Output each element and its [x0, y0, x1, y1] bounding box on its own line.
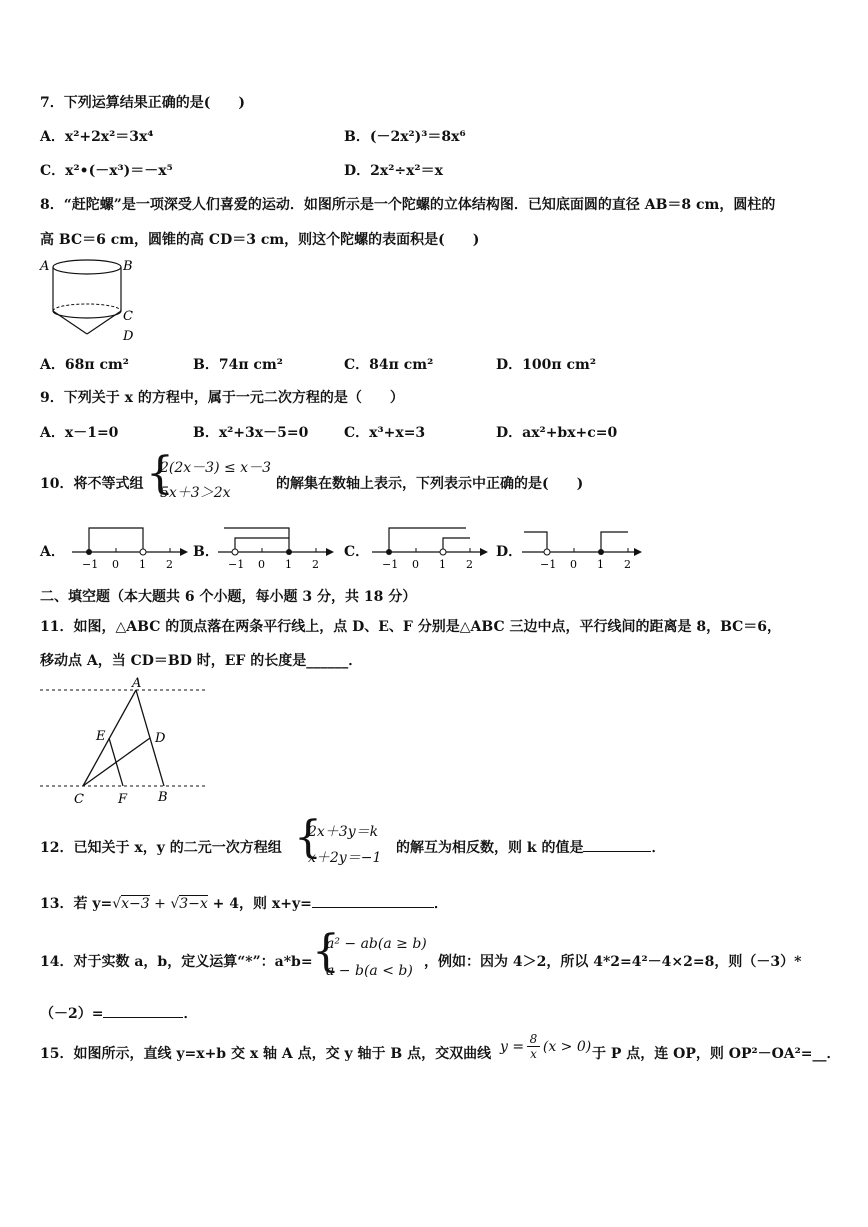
svg-text:1: 1 — [285, 558, 292, 571]
q10-option-a-label: A． — [40, 544, 65, 560]
q15-hyperbola-formula: y = $\frac{8}{x}$ (x > 0) — [500, 1032, 592, 1061]
q10-numberline-b — [216, 520, 336, 572]
fig-label-e: E — [96, 729, 106, 744]
q13-radicand-1: x−3 — [121, 896, 150, 912]
fig-label-c: C — [123, 309, 133, 324]
fig-label-f: F — [118, 792, 128, 807]
q9-option-a: A．x－1=0 — [40, 425, 119, 441]
triangle-parallel-lines-figure — [36, 674, 216, 810]
spinning-top-figure — [36, 254, 146, 346]
q8-stem-line2: 高 BC＝6 cm，圆锥的高 CD＝3 cm，则这个陀螺的表面积是( ) — [40, 232, 480, 248]
q7-option-a: A．x²+2x²＝3x⁴ — [40, 129, 154, 145]
q7-option-b: B．(－2x²)³＝8x⁶ — [344, 129, 466, 145]
fig-label-a: A — [40, 259, 50, 274]
q9-option-c: C．x³+x=3 — [344, 425, 426, 441]
q14-case-1: a² − ab(a ≥ b) — [326, 936, 427, 952]
q13-line: 13．若 y=√x−3 + √3−x + 4，则 x+y= ． — [40, 893, 448, 913]
q10-inequality-2: 5x＋3＞2x — [160, 485, 231, 501]
svg-text:1: 1 — [139, 558, 146, 571]
q12-suffix: 的解互为相反数，则 k 的值是 ． — [396, 837, 665, 857]
q15-suffix: 于 P 点，连 OP，则 OP²－OA²=__． — [592, 1046, 841, 1062]
svg-text:0: 0 — [570, 558, 577, 571]
q10-option-d-label: D． — [496, 544, 523, 560]
q8-option-b: B．74π cm² — [193, 357, 283, 373]
q11-stem-line2: 移动点 A，当 CD＝BD 时，EF 的长度是______． — [40, 653, 363, 669]
q12-system-brace: { — [294, 812, 322, 863]
svg-text:1: 1 — [597, 558, 604, 571]
q10-option-b-label: B． — [193, 544, 219, 560]
q10-numberline-d — [520, 520, 645, 572]
svg-text:−1: −1 — [228, 558, 245, 571]
fig-label-d: D — [155, 731, 166, 746]
q10-numberline-c — [370, 520, 490, 572]
fig-label-a: A — [132, 676, 142, 691]
q13-radicand-2: 3−x — [179, 896, 208, 912]
q14-suffix: ，例如：因为 4＞2，所以 4*2=4²－4×2=8，则（－3）* — [424, 954, 802, 970]
q14-answer-blank[interactable] — [103, 1003, 183, 1018]
q9-stem: 9．下列关于 x 的方程中，属于一元二次方程的是（ ） — [40, 390, 404, 406]
q9-option-b: B．x²+3x－5=0 — [193, 425, 309, 441]
q14-case-2: a − b(a < b) — [326, 963, 413, 979]
q12-equation-1: 2x＋3y＝k — [308, 824, 379, 840]
q12-equation-2: x＋2y＝−1 — [308, 850, 382, 866]
q11-stem-line1: 11．如图，△ABC 的顶点落在两条平行线上，点 D、E、F 分别是△ABC 三边中点，平行线间的距离是 8，BC＝6， — [40, 619, 782, 635]
q8-option-d: D．100π cm² — [496, 357, 596, 373]
q12-prefix: 12．已知关于 x，y 的二元一次方程组 — [40, 840, 282, 856]
q7-option-c: C．x²•(－x³)＝－x⁵ — [40, 163, 173, 179]
q13-answer-blank[interactable] — [312, 893, 434, 908]
section-2-heading: 二、填空题（本大题共 6 个小题，每小题 3 分，共 18 分） — [40, 589, 417, 605]
svg-text:−1: −1 — [82, 558, 99, 571]
svg-text:2: 2 — [466, 558, 473, 571]
svg-text:2: 2 — [166, 558, 173, 571]
fig-label-b: B — [123, 259, 133, 274]
q12-answer-blank[interactable] — [583, 837, 651, 852]
svg-text:2: 2 — [312, 558, 319, 571]
q10-system-brace: { — [146, 448, 174, 499]
q8-option-c: C．84π cm² — [344, 357, 434, 373]
svg-text:0: 0 — [258, 558, 265, 571]
svg-text:0: 0 — [412, 558, 419, 571]
q8-option-a: A．68π cm² — [40, 357, 129, 373]
q14-line2: （－2）= ． — [40, 1003, 197, 1023]
svg-text:1: 1 — [439, 558, 446, 571]
q8-stem-line1: 8．“赶陀螺”是一项深受人们喜爱的运动．如图所示是一个陀螺的立体结构图．已知底面圆的直径 AB＝8 cm，圆柱的 — [40, 197, 776, 213]
q9-option-d: D．ax²+bx+c=0 — [496, 425, 618, 441]
svg-text:−1: −1 — [382, 558, 399, 571]
q14-system-brace: { — [312, 926, 340, 977]
q10-numberline-a — [70, 520, 190, 572]
svg-text:0: 0 — [112, 558, 119, 571]
q10-option-c-label: C． — [344, 544, 370, 560]
q7-option-d: D．2x²÷x²＝x — [344, 163, 443, 179]
svg-text:2: 2 — [624, 558, 631, 571]
q10-prefix: 10．将不等式组 — [40, 476, 144, 492]
q10-inequality-1: 2(2x－3) ≤ x－3 — [160, 460, 271, 476]
svg-text:−1: −1 — [540, 558, 557, 571]
fig-label-c: C — [74, 792, 84, 807]
fig-label-b: B — [158, 790, 168, 805]
q14-prefix: 14．对于实数 a，b，定义运算“*”：a*b= — [40, 954, 313, 970]
q7-stem: 7．下列运算结果正确的是( ) — [40, 95, 245, 111]
fig-label-d: D — [123, 329, 134, 344]
q10-suffix: 的解集在数轴上表示，下列表示中正确的是( ) — [276, 476, 584, 492]
q15-prefix: 15．如图所示，直线 y=x+b 交 x 轴 A 点，交 y 轴于 B 点，交双曲线 — [40, 1046, 492, 1062]
